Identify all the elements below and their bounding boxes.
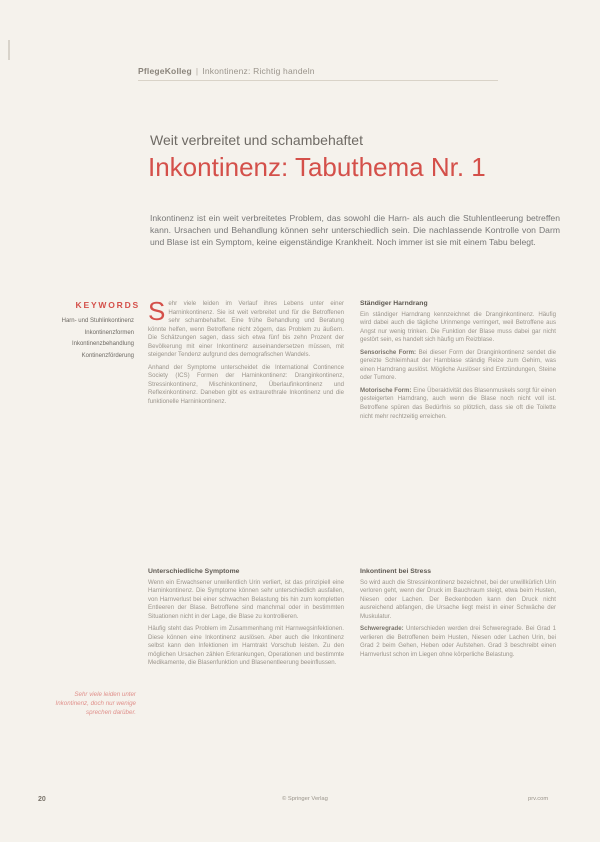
article-intro: Inkontinenz ist ein weit verbreitetes Problem, das sowohl die Harn- als auch die Stuhlentleerung betreffen kann. Ursachen und Behandlung können sehr unterschiedlich sein. Die nachlassende Kontrolle von Darm und Blase ist ein Symptom, keine eigenständige Krankheit. Noch immer ist sie mit einem Tabu belegt. — [150, 213, 560, 248]
paragraph: Schweregrade: Unterschieden werden drei Schweregrade. Bei Grad 1 verlieren die Betroffenen beim Husten, Niesen oder Lachen Urin, bei Grad 2 beim Gehen, Heben oder Aufstehen. Grad 3 beschreibt einen Harnverlust schon im Liegen ohne körperliche Belastung. — [360, 625, 556, 658]
paragraph: Ein ständiger Harndrang kennzeichnet die Dranginkontinenz. Häufig wird dabei auch die tägliche Urinmenge verringert, weil Betroffene aus Angst nur wenig trinken. Die Funktion der Blase muss dabei gar nicht gestört sein, es handelt sich häufig um Reizblase. — [360, 310, 556, 344]
header-rule — [138, 80, 498, 81]
subheading-symptoms: Unterschiedliche Symptome — [148, 568, 240, 575]
header-brand: PflegeKolleg — [138, 66, 192, 76]
page-number: 20 — [38, 796, 46, 803]
pull-quote: Sehr viele leiden unter Inkontinenz, doch nur wenige sprechen darüber. — [55, 691, 136, 716]
paragraph: Häufig steht das Problem im Zusammenhang mit Harnwegsinfektionen. Diese können eine Inkontinenz auslösen. Aber auch die Inkontinenz selbst kann den Infektionen im Harntrakt Vorschub leisten. Zu den möglichen Ursachen zählen Erkrankungen, Operationen und bestimmte Medikamente, die Blasenfunktion und Blasenentleerung beeinflussen. — [148, 625, 344, 667]
paragraph: Motorische Form: Eine Überaktivität des Blasenmuskels sorgt für einen gesteigerten Harndrang, auch wenn die Blase noch nicht voll ist. Betroffene spüren das Bedürfnis so plötzlich, dass sie oft die Toilette nicht mehr rechtzeitig erreichen. — [360, 386, 556, 420]
text-column-right — [360, 300, 556, 425]
paragraph: Wenn ein Erwachsener unwillentlich Urin verliert, ist das prinzipiell eine Harninkontinenz. Die Symptome können sehr unterschiedlich ausfallen, von Harnverlust bei einer schwachen Belastung bis hin zum kompletten Entleeren der Blase. Betroffene sind manchmal oder in bestimmten Situationen nicht in der Lage, die Blase zu kontrollieren. — [148, 578, 344, 620]
keyword-item: Inkontinenzbehandlung — [71, 341, 134, 347]
keyword-item: Kontinenzförderung — [81, 352, 134, 359]
footer-publisher: © Springer Verlag — [282, 796, 328, 802]
paragraph: Sensorische Form: Bei dieser Form der Dranginkontinenz sendet die gereizte Schleimhaut der Harnblase ständig Reize zum Gehirn, was einen Harndrang auslöst. Mögliche Auslöser sind Entzündungen, Steine oder Tumore. — [360, 348, 556, 382]
paragraph: Sehr viele leiden im Verlauf ihres Lebens unter einer Harninkontinenz. Sie ist weit verbreitet und für die Betroffenen sehr schambehaftet. Eine frühe Behandlung und Beratung könnte helfen, wenn Betroffene nicht zögern, das Problem zu äußern. Die Schätzungen sagen, dass sich etwa fünf bis zehn Prozent der Bevölkerung mit einer Inkontinenz auseinandersetzen müssen, mit steigender Tendenz aufgrund des demografischen Wandels. — [148, 296, 344, 359]
paragraph: So wird auch die Stressinkontinenz bezeichnet, bei der unwillkürlich Urin verloren geht, wenn der Druck im Bauchraum steigt, etwa beim Husten, Niesen oder Lachen. Der Beckenboden kann den Druck nicht ausreichend abfangen, die Ursache liegt meist in einer Schwäche der Muskulatur. — [360, 578, 556, 620]
header-separator: | — [195, 66, 199, 76]
subheading-harndrang: Ständiger Harndrang — [360, 300, 428, 307]
footer-url: prv.com — [528, 796, 549, 802]
text-column-left-lower — [148, 568, 344, 672]
keyword-item: Inkontinenzformen — [84, 329, 134, 336]
keywords-heading: KEYWORDS — [75, 300, 140, 310]
paragraph: Anhand der Symptome unterscheidet die International Continence Society (ICS) Formen der Harninkontinenz: Dranginkontinenz, Stressinkontinenz, Mischinkontinenz, Überlaufinkontinenz und Reflexinkontinenz. Daneben gibt es extraurethrale Inkontinenz und die funktionelle Harninkontinenz. — [148, 363, 344, 406]
keywords-list — [26, 316, 134, 362]
drop-cap: S — [148, 296, 166, 326]
text-column-right-lower — [360, 568, 556, 663]
keyword-item: Harn- und Stuhlinkontinenz — [61, 318, 134, 324]
page-spine-mark — [8, 40, 10, 60]
running-header — [138, 66, 315, 76]
header-section: Inkontinenz: Richtig handeln — [202, 66, 315, 76]
article-title: Inkontinenz: Tabuthema Nr. 1 — [148, 152, 486, 182]
text-column-left — [148, 296, 344, 411]
subheading-stress: Inkontinent bei Stress — [360, 568, 432, 575]
article-kicker: Weit verbreitet und schambehaftet — [150, 132, 363, 148]
